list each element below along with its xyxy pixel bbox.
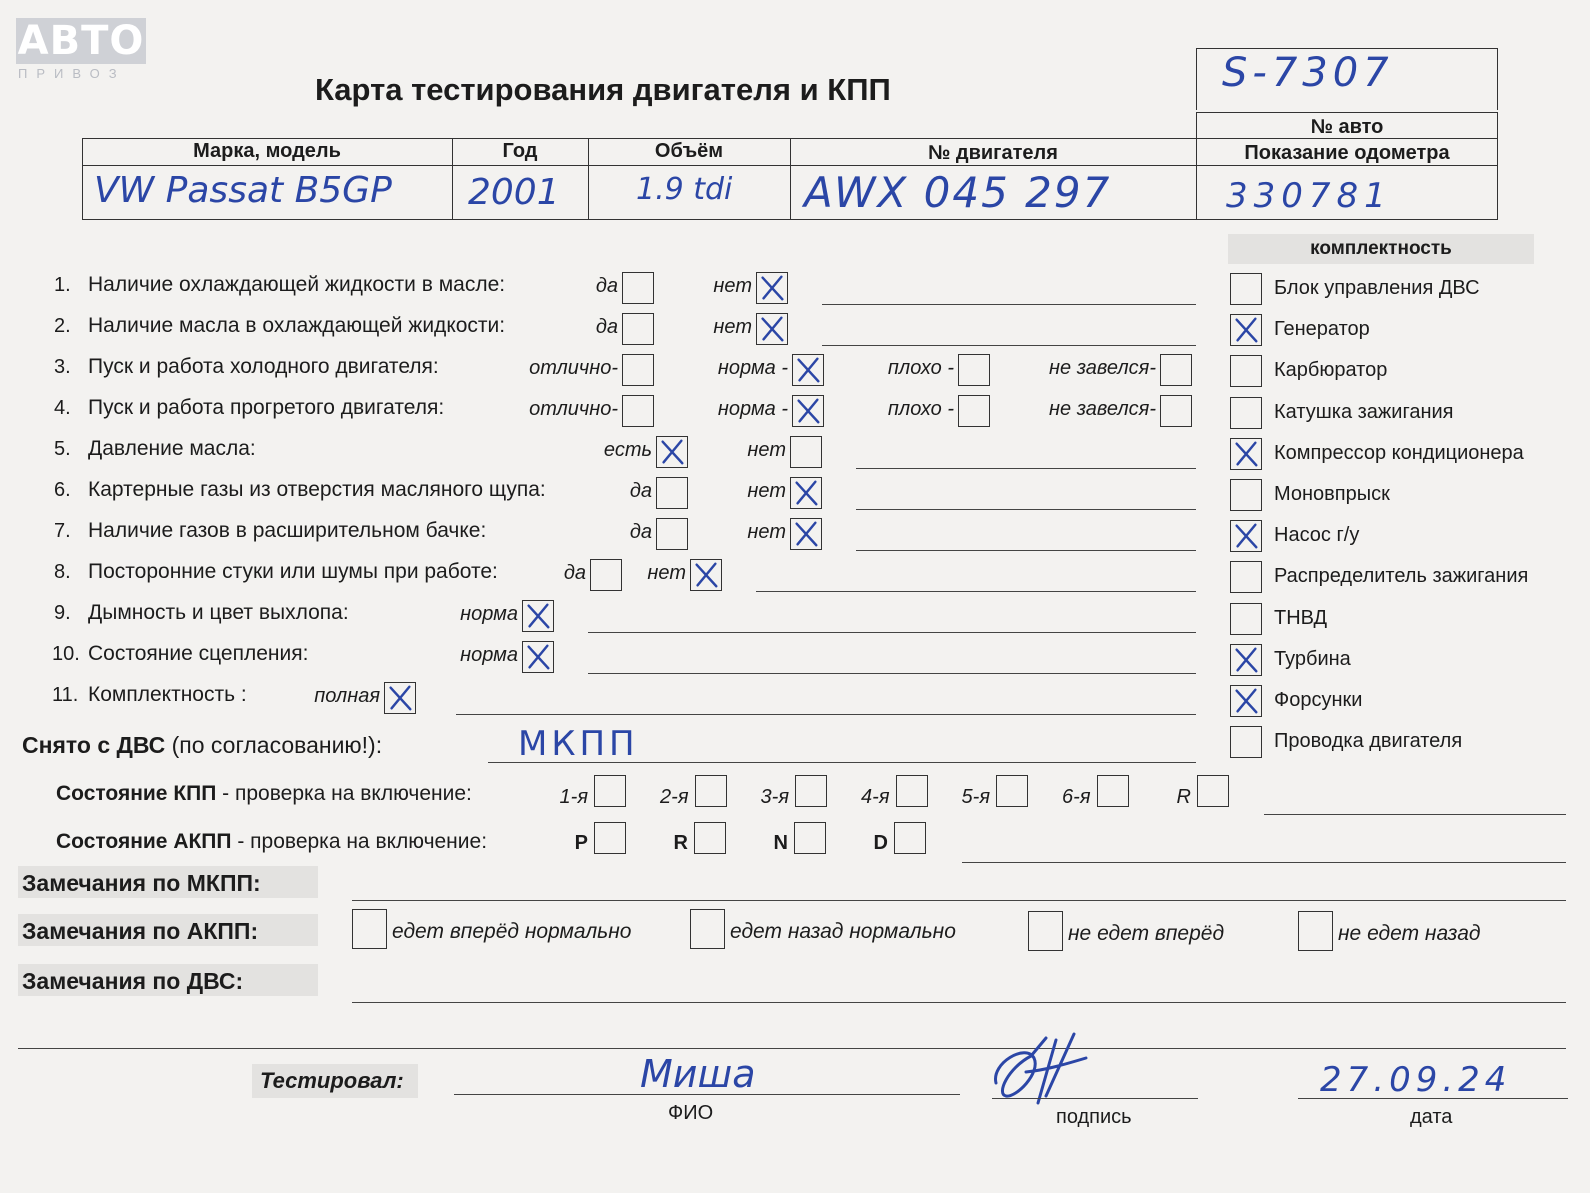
check-mark-icon xyxy=(1231,521,1261,551)
fio-line xyxy=(454,1094,960,1095)
kit-checkbox[interactable] xyxy=(1230,685,1262,717)
answer-option-label: плохо - xyxy=(887,357,954,379)
check-mark-icon xyxy=(691,560,721,590)
answer-comment-line[interactable] xyxy=(588,673,1196,674)
check-mark-icon xyxy=(385,683,415,713)
check-mark-icon xyxy=(1231,439,1261,469)
kit-item-label: Карбюратор xyxy=(1274,359,1388,382)
kit-item-label: Генератор xyxy=(1274,318,1370,341)
check-mark-icon xyxy=(523,601,553,631)
logo-subtitle: ПРИВОЗ xyxy=(18,66,126,81)
answer-checkbox[interactable] xyxy=(756,272,788,304)
page-title: Карта тестирования двигателя и КПП xyxy=(315,72,891,107)
removed-label-bold: Снято с ДВС xyxy=(22,732,166,758)
answer-option-label: норма xyxy=(460,644,518,666)
akpp-remark-label: едет назад нормально xyxy=(730,920,956,943)
akpp-remark-checkbox[interactable] xyxy=(690,909,725,949)
header-make-label: Марка, модель xyxy=(193,140,341,162)
answer-option-label: норма - xyxy=(717,398,788,420)
question-number: 6. xyxy=(54,479,71,501)
signature-label: подпись xyxy=(1056,1106,1132,1128)
answer-option-label: не завелся- xyxy=(1049,398,1156,420)
question-text: Состояние сцепления: xyxy=(88,642,309,665)
question-number: 9. xyxy=(54,602,71,624)
header-make-value[interactable]: VW Passat B5GP xyxy=(94,170,392,211)
kit-checkbox[interactable] xyxy=(1230,314,1262,346)
answer-option-label: нет xyxy=(747,480,786,502)
remarks-mkpp-label: Замечания по МКПП: xyxy=(22,870,261,896)
answer-option-label: нет xyxy=(713,275,752,297)
kit-checkbox[interactable] xyxy=(1230,438,1262,470)
removed-value[interactable]: МКПП xyxy=(518,724,639,764)
question-text: Посторонние стуки или шумы при работе: xyxy=(88,560,498,583)
signature-mark[interactable] xyxy=(986,1028,1096,1108)
answer-comment-line[interactable] xyxy=(456,714,1196,715)
answer-comment-line[interactable] xyxy=(756,591,1196,592)
fio-label: ФИО xyxy=(668,1102,714,1124)
kpp-gear-label: 3-я xyxy=(760,786,789,808)
tested-label: Тестировал: xyxy=(260,1068,404,1093)
question-number: 7. xyxy=(54,520,71,542)
check-mark-icon xyxy=(757,314,787,344)
question-text: Наличие газов в расширительном бачке: xyxy=(88,519,487,542)
answer-option-label: да xyxy=(629,521,652,543)
answer-option-label: нет xyxy=(747,439,786,461)
kpp-gear-label: 5-я xyxy=(961,786,990,808)
date-value[interactable]: 27.09.24 xyxy=(1320,1060,1512,1100)
answer-checkbox[interactable] xyxy=(790,477,822,509)
header-year-label: Год xyxy=(502,140,538,162)
question-number: 10. xyxy=(52,643,80,665)
kpp-label-bold: Состояние КПП xyxy=(56,782,217,805)
kit-item-label: Катушка зажигания xyxy=(1274,400,1454,423)
answer-comment-line[interactable] xyxy=(856,550,1196,551)
question-number: 8. xyxy=(54,561,71,583)
check-mark-icon xyxy=(1231,315,1261,345)
question-number: 2. xyxy=(54,315,71,337)
answer-option-label: да xyxy=(629,480,652,502)
question-number: 3. xyxy=(54,356,71,378)
kpp-underline xyxy=(1264,814,1566,815)
akpp-gear-label: D xyxy=(873,832,888,854)
remarks-extra-line xyxy=(18,1048,1566,1049)
answer-checkbox[interactable] xyxy=(1160,354,1192,386)
question-text: Наличие охлаждающей жидкости в масле: xyxy=(88,273,506,296)
auto-number-value[interactable]: S-7307 xyxy=(1222,50,1394,96)
question-text: Дымность и цвет выхлопа: xyxy=(88,601,349,624)
akpp-label-bold: Состояние АКПП xyxy=(56,830,232,853)
answer-checkbox[interactable] xyxy=(756,313,788,345)
kit-item-label: Насос г/у xyxy=(1274,524,1360,547)
answer-option-label: отлично- xyxy=(529,398,618,420)
header-engine-no-label: № двигателя xyxy=(928,142,1058,164)
answer-option-label: есть xyxy=(603,439,652,461)
check-mark-icon xyxy=(523,642,553,672)
kpp-gear-label: 2-я xyxy=(660,786,689,808)
header-year-value[interactable]: 2001 xyxy=(468,172,560,213)
answer-checkbox[interactable] xyxy=(690,559,722,591)
check-mark-icon xyxy=(1231,686,1261,716)
auto-number-label: № авто xyxy=(1196,112,1498,140)
fio-value[interactable]: Миша xyxy=(640,1052,756,1096)
avto-privoz-logo: АВТО xyxy=(17,18,145,64)
answer-checkbox[interactable] xyxy=(522,600,554,632)
header-engine-no-value[interactable]: AWX 045 297 xyxy=(804,168,1112,217)
answer-checkbox[interactable] xyxy=(522,641,554,673)
kit-checkbox[interactable] xyxy=(1230,520,1262,552)
date-label: дата xyxy=(1410,1106,1453,1128)
kit-checkbox[interactable] xyxy=(1230,644,1262,676)
kit-checkbox[interactable] xyxy=(1230,603,1262,635)
answer-option-label: да xyxy=(563,562,586,584)
kpp-gear-label: 1-я xyxy=(559,786,588,808)
answer-option-label: не завелся- xyxy=(1049,357,1156,379)
remarks-dvs-line xyxy=(352,1002,1566,1003)
answer-checkbox[interactable] xyxy=(790,436,822,468)
akpp-remark-label: едет вперёд нормально xyxy=(392,920,632,943)
header-odometer-value[interactable]: 330781 xyxy=(1226,176,1392,216)
akpp-remark-checkbox[interactable] xyxy=(1028,911,1063,951)
akpp-remark-label: не едет вперёд xyxy=(1068,922,1225,945)
answer-option-label: да xyxy=(595,275,618,297)
answer-option-label: нет xyxy=(713,316,752,338)
remarks-akpp-label: Замечания по АКПП: xyxy=(22,918,259,944)
question-number: 4. xyxy=(54,397,71,419)
akpp-remark-checkbox[interactable] xyxy=(352,909,387,949)
akpp-gear-label: N xyxy=(773,832,788,854)
answer-checkbox[interactable] xyxy=(384,682,416,714)
answer-comment-line[interactable] xyxy=(856,509,1196,510)
akpp-remark-checkbox[interactable] xyxy=(1298,911,1333,951)
header-odometer-label: Показание одометра xyxy=(1244,142,1450,164)
kit-item-label: Проводка двигателя xyxy=(1274,730,1463,753)
question-text: Комплектность : xyxy=(88,683,247,706)
remarks-mkpp-line xyxy=(352,900,1566,901)
akpp-label-rest: - проверка на включение: xyxy=(231,830,488,853)
kit-checkbox[interactable] xyxy=(1230,355,1262,387)
kit-item-label: Моновпрыск xyxy=(1274,483,1390,505)
answer-option-label: плохо - xyxy=(887,398,954,420)
answer-option-label: нет xyxy=(747,521,786,543)
kit-checkbox[interactable] xyxy=(1230,397,1262,429)
check-mark-icon xyxy=(791,478,821,508)
answer-option-label: норма - xyxy=(717,357,788,379)
kit-checkbox[interactable] xyxy=(1230,561,1262,593)
answer-checkbox[interactable] xyxy=(1160,395,1192,427)
removed-label xyxy=(22,732,382,759)
akpp-underline xyxy=(962,862,1566,863)
kit-checkbox[interactable] xyxy=(1230,479,1262,511)
question-text: Пуск и работа холодного двигателя: xyxy=(88,355,439,378)
akpp-gear-checkbox[interactable] xyxy=(894,822,926,854)
answer-option-label: нет xyxy=(647,562,686,584)
answer-option-label: полная xyxy=(314,685,380,707)
kit-item-label: Турбина xyxy=(1274,647,1351,670)
answer-checkbox[interactable] xyxy=(790,518,822,550)
answer-option-label: да xyxy=(595,316,618,338)
check-mark-icon xyxy=(1231,645,1261,675)
check-mark-icon xyxy=(791,519,821,549)
akpp-gear-label: P xyxy=(574,832,588,854)
question-text: Пуск и работа прогретого двигателя: xyxy=(88,396,445,419)
question-number: 1. xyxy=(54,274,71,296)
kit-item-label: Распределитель зажигания xyxy=(1274,565,1529,588)
question-text: Картерные газы из отверстия масляного щупа: xyxy=(88,478,546,501)
answer-option-label: отлично- xyxy=(529,357,618,379)
answer-option-label: норма xyxy=(460,603,518,625)
header-volume-label: Объём xyxy=(654,140,724,162)
question-text: Давление масла: xyxy=(88,437,256,460)
header-volume-value[interactable]: 1.9 tdi xyxy=(636,172,733,207)
kpp-gear-label: R xyxy=(1176,786,1191,808)
kpp-gear-checkbox[interactable] xyxy=(1197,775,1229,807)
remarks-dvs-label: Замечания по ДВС: xyxy=(22,968,244,994)
kit-title: комплектность xyxy=(1310,238,1452,259)
question-text: Наличие масла в охлаждающей жидкости: xyxy=(88,314,506,337)
kpp-label-rest: - проверка на включение: xyxy=(216,782,472,805)
akpp-remark-label: не едет назад xyxy=(1338,922,1481,945)
kpp-gear-label: 6-я xyxy=(1062,786,1091,808)
kit-item-label: Компрессор кондиционера xyxy=(1274,441,1524,464)
date-line xyxy=(1298,1098,1568,1099)
kit-checkbox[interactable] xyxy=(1230,273,1262,305)
removed-label-rest: (по согласованию!): xyxy=(165,732,383,758)
answer-comment-line[interactable] xyxy=(856,468,1196,469)
answer-comment-line[interactable] xyxy=(822,304,1196,305)
answer-comment-line[interactable] xyxy=(588,632,1196,633)
question-number: 11. xyxy=(52,684,79,706)
check-mark-icon xyxy=(757,273,787,303)
akpp-gear-label: R xyxy=(673,832,688,854)
kit-item-label: Форсунки xyxy=(1274,689,1363,711)
kit-checkbox[interactable] xyxy=(1230,726,1262,758)
answer-comment-line[interactable] xyxy=(822,345,1196,346)
kpp-gear-label: 4-я xyxy=(861,786,890,808)
kit-item-label: Блок управления ДВС xyxy=(1274,277,1480,299)
signature-line xyxy=(992,1098,1198,1099)
kit-item-label: ТНВД xyxy=(1274,606,1328,629)
removed-underline xyxy=(488,762,1196,763)
question-number: 5. xyxy=(54,438,71,460)
